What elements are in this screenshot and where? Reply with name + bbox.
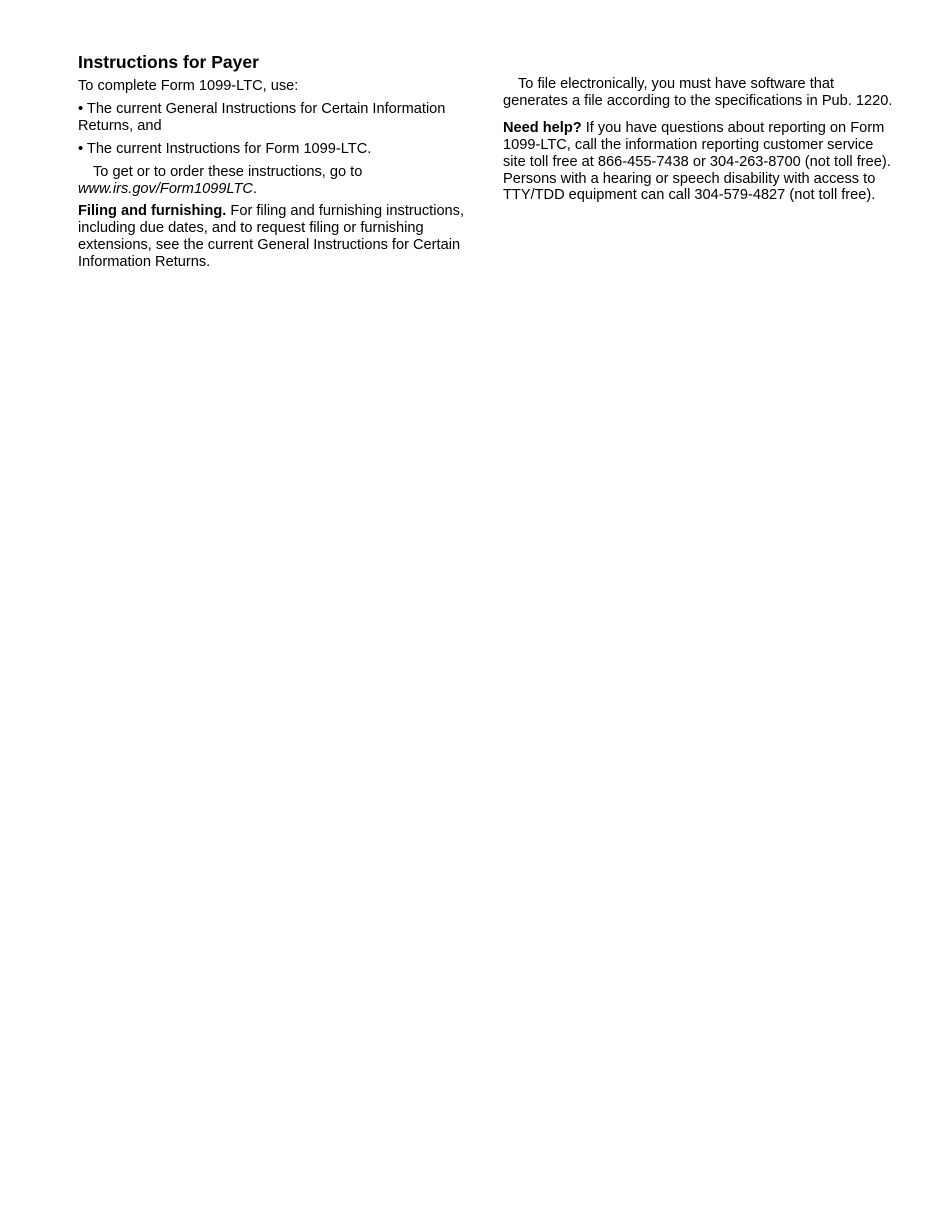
order-instructions-text: To get or to order these instructions, go to <box>93 163 363 180</box>
right-column <box>503 76 898 210</box>
filing-furnishing-text: For filing and furnishing instructions, including due dates, and to request filing or furnishing extensions, see the current General Instructions for Certain Information Returns. <box>78 203 465 271</box>
need-help-text: If you have questions about reporting on Form 1099-LTC, call the information reporting customer service site toll free at 866-455-7438 or 304-263-8700 (not toll free). Persons with a hearing or speech disability with access to TTY/TDD equipment can call 304-579-4827 (not toll free). <box>503 119 891 204</box>
bullet-item-form-instructions: • The current Instructions for Form 1099-LTC. <box>78 140 372 157</box>
filing-furnishing-heading: Filing and furnishing. <box>78 203 227 220</box>
need-help-paragraph <box>503 120 898 205</box>
order-period: . <box>252 180 257 197</box>
intro-paragraph: To complete Form 1099-LTC, use: <box>78 78 299 94</box>
order-instructions-paragraph <box>78 164 473 198</box>
electronic-filing-paragraph: To file electronically, you must have software that generates a file according to the specifications in Pub. 1220. <box>503 76 893 109</box>
filing-furnishing-paragraph <box>78 203 473 271</box>
left-column <box>78 52 473 277</box>
need-help-heading: Need help? <box>503 119 582 136</box>
bullet-item-general-instructions: • The current General Instructions for Certain Information Returns, and <box>78 100 446 134</box>
irs-form-link[interactable]: www.irs.gov/Form1099LTC <box>78 180 253 197</box>
section-heading: Instructions for Payer <box>78 52 259 72</box>
